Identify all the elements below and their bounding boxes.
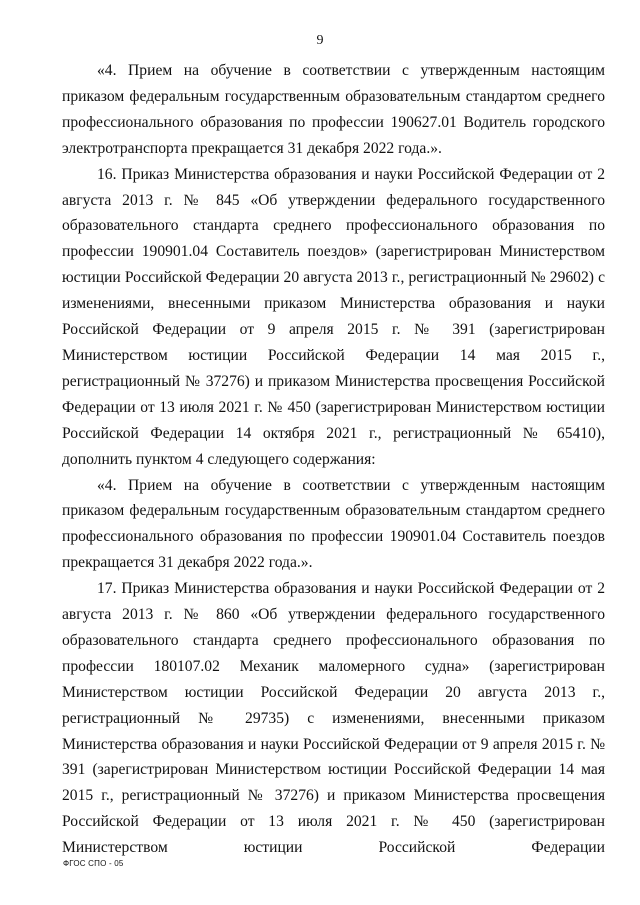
paragraph-item-16: 16. Приказ Министерства образования и науки Российской Федерации от 2 августа 2013 г. № 845 «Об утверждении федерального государственного образовательного стандарта среднего профессионального образования по профессии 190901.04 Составитель поездов» (зарегистрирован Министерством юстиции Российской Федерации 20 августа 2013 г., регистрационный № 29602) с изменениями, внесенными приказом Министерства образования и науки Российской Федерации от 9 апреля 2015 г. № 391 (зарегистрирован Министерством юстиции Российской Федерации 14 мая 2015 г., регистрационный № 37276) и приказом Министерства просвещения Российской Федерации от 13 июля 2021 г. № 450 (зарегистрирован Министерством юстиции Российской Федерации 14 октября 2021 г., регистрационный № 65410), дополнить пунктом 4 следующего содержания: [62,165,605,468]
paragraph-item-17: 17. Приказ Министерства образования и науки Российской Федерации от 2 августа 2013 г. № 860 «Об утверждении федерального государственного образовательного стандарта среднего профессионального образования по профессии 180107.02 Механик маломерного судна» (зарегистрирован Министерством юстиции Российской Федерации 20 августа 2013 г., регистрационный № 29735) с изменениями, внесенными приказом Министерства образования и науки Российской Федерации от 9 апреля 2015 г. № 391 (зарегистрирован Министерством юстиции Российской Федерации 14 мая 2015 г., регистрационный № 37276) и приказом Министерства просвещения Российской Федерации от 13 июля 2021 г. № 450 (зарегистрирован Министерством юстиции Российской Федерации [62,580,605,857]
paragraph-amendment-quote-16: «4. Прием на обучение в соответствии с утвержденным настоящим приказом федеральным государственным образовательным стандартом среднего профессионального образования по профессии 190901.04 Составитель поездов прекращается 31 декабря 2022 года.». [62,476,605,572]
footer-document-code: ФГОС СПО - 05 [63,859,124,868]
paragraph-amendment-quote-15: «4. Прием на обучение в соответствии с утвержденным настоящим приказом федеральным государственным образовательным стандартом среднего профессионального образования по профессии 190627.01 Водитель городского электротранспорта прекращается 31 декабря 2022 года.». [62,62,605,157]
page-number: 9 [316,33,324,48]
document-body [62,58,605,861]
